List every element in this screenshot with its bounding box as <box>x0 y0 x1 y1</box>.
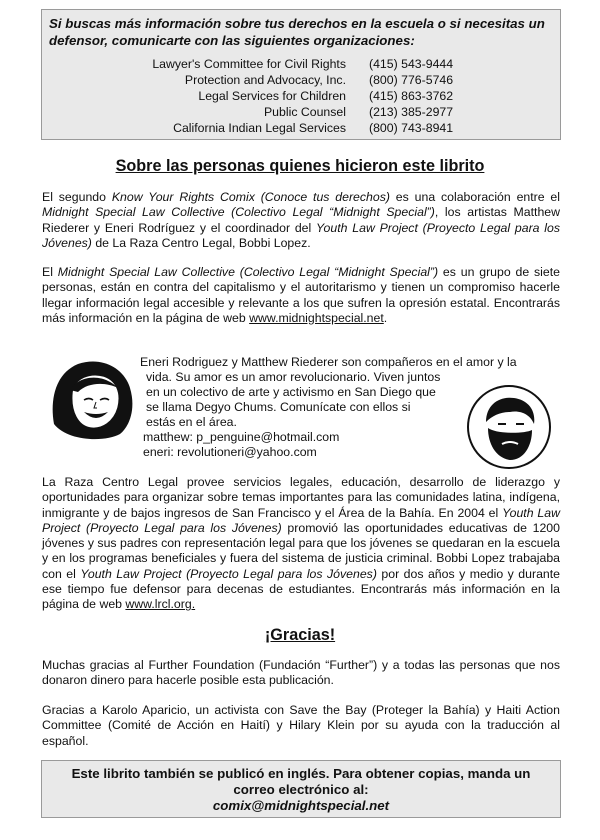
text-run-italic: Midnight Special Law Collective (Colectivo Legal “Midnight Special”) <box>57 265 439 279</box>
org-phone: (213) 385-2977 <box>369 105 454 119</box>
text-run: de La Raza Centro Legal, Bobbi Lopez. <box>91 235 311 250</box>
text-run: La Raza Centro Legal provee servicios legales, educación, desarrollo de liderazgo y oportunidades para organizar sobre temas importantes para las comunidades latina, indígena, inmigrante y de bajos ingresos de San Francisco y el Área de la Bahía. En 2004 el <box>42 475 560 520</box>
english-edition-line-2: correo electrónico al: <box>233 782 369 797</box>
org-name: Legal Services for Children <box>198 89 346 103</box>
text-run: promovió las oportunidades educativas de 1200 jóvenes y sus padres con representación legal para que los jóvenes se quedaran en la escuela y en los programas beneficiales y fuera del sistema de justicia criminal. Bobbi Lopez trabajaba con el <box>42 520 560 581</box>
contact-intro: Si buscas más información sobre tus derechos en la escuela o si necesitas un defensor, comunicarte con las siguientes organizaciones: <box>49 16 545 48</box>
artists-line: estás en el área. <box>146 415 237 429</box>
about-paragraph-1 <box>42 190 560 251</box>
text-run-italic: Youth Law Project (Proyecto Legal para los Jóvenes) <box>42 220 561 250</box>
contact-email[interactable]: comix@midnightspecial.net <box>212 798 390 813</box>
artists-line: vida. Su amor es un amor revolucionario. Viven juntos <box>146 370 441 384</box>
text-run: es un grupo de siete personas, están en contra del capitalismo y el autoritarismo y tienen un compromiso hacerle llegar información legal accesible y relevante a los que sufren la opresión estatal. Encontrarás más información en la página de web <box>42 265 560 325</box>
thanks-paragraph-2: Gracias a Karolo Aparicio, un activista con Save the Bay (Proteger la Bahía) y Haiti Action Committee (Comité de Acción en Haití) y Hilary Klein por su ayuda con la traducción al español. <box>42 703 560 748</box>
org-phone: (415) 863-3762 <box>369 89 454 103</box>
thanks-heading: ¡Gracias! <box>264 626 336 644</box>
matthew-email[interactable]: matthew: p_penguine@hotmail.com <box>143 430 340 444</box>
english-edition-line-1: Este librito también se publicó en inglés. Para obtener copias, manda un <box>71 766 531 781</box>
org-name: California Indian Legal Services <box>173 121 346 135</box>
org-phone: (800) 776-5746 <box>369 73 454 87</box>
artists-line: en un colectivo de arte y activismo en San Diego que <box>146 385 436 399</box>
text-run: por dos años y medio y durante ese tiempo fue defensor para decenas de estudiantes. Encontrarás más información en la página de web <box>42 566 561 612</box>
org-name: Lawyer's Committee for Civil Rights <box>152 57 346 71</box>
about-paragraph-2 <box>42 265 560 326</box>
eneri-email[interactable]: eneri: revolutioneri@yahoo.com <box>143 445 317 459</box>
about-paragraph-3 <box>42 475 560 613</box>
english-edition-box <box>41 760 561 818</box>
eneri-portrait <box>44 352 140 442</box>
org-row <box>42 57 562 73</box>
org-name: Public Counsel <box>263 105 346 119</box>
about-heading: Sobre las personas quienes hicieron este librito <box>115 157 485 175</box>
matthew-portrait <box>466 384 552 470</box>
text-run: , los artistas Matthew Riederer y Eneri Rodríguez y el coordinador del <box>42 205 560 235</box>
text-run-italic: Know Your Rights Comix (Conoce tus derechos) <box>111 190 390 204</box>
text-run-italic: Midnight Special Law Collective (Colectivo Legal “Midnight Special”) <box>42 205 435 220</box>
lrcl-link[interactable]: www.lrcl.org. <box>125 597 196 612</box>
org-row <box>42 105 562 121</box>
org-name: Protection and Advocacy, Inc. <box>184 73 346 87</box>
text-run: El segundo <box>42 190 112 204</box>
text-run: es una colaboración entre el <box>389 190 561 204</box>
org-row <box>42 73 562 89</box>
text-run-italic: Youth Law Project (Proyecto Legal para los Jóvenes) <box>80 566 377 581</box>
contact-box <box>41 9 561 140</box>
text-run-italic: Youth Law Project (Proyecto Legal para los Jóvenes) <box>42 505 560 535</box>
artists-line: Eneri Rodriguez y Matthew Riederer son compañeros en el amor y la <box>140 355 517 369</box>
org-phone: (415) 543-9444 <box>369 57 454 71</box>
org-phone: (800) 743-8941 <box>369 121 454 135</box>
artists-line: se llama Degyo Chums. Comunícate con ellos si <box>146 400 411 414</box>
thanks-paragraph-1: Muchas gracias al Further Foundation (Fundación “Further”) y a todas las personas que nos donaron dinero para hacerle posible esta publicación. <box>42 658 560 688</box>
org-row <box>42 121 562 137</box>
text-run: El <box>42 265 58 279</box>
midnightspecial-link[interactable]: www.midnightspecial.net <box>249 310 384 325</box>
text-run: . <box>383 310 388 325</box>
org-row <box>42 89 562 105</box>
